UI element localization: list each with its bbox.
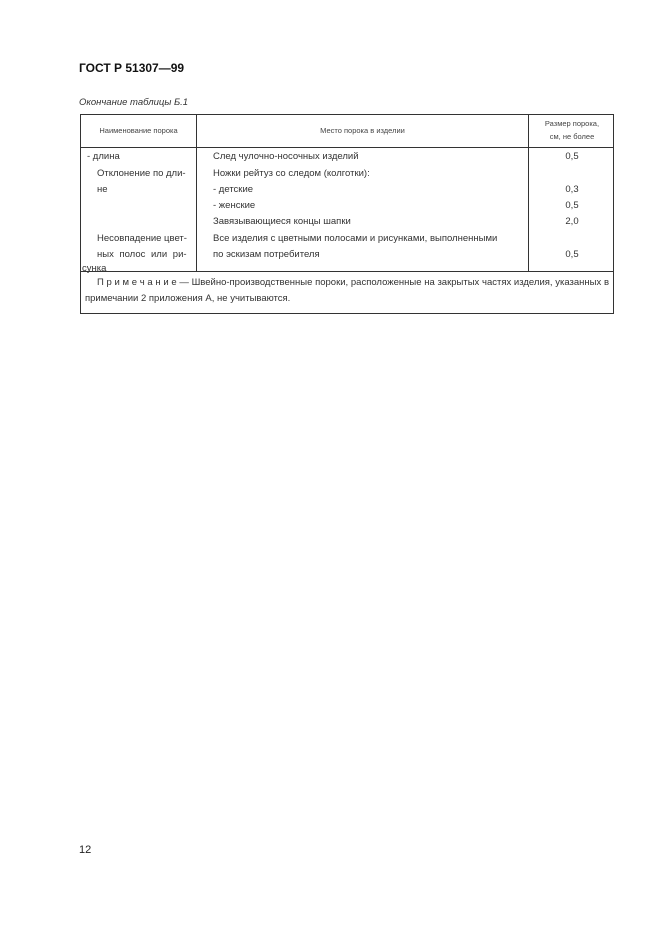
defect-name: ных полос или ри- (97, 249, 187, 260)
column-header-name: Наименование порока (99, 126, 178, 135)
defect-name: Отклонение по дли- (97, 168, 186, 179)
defect-size: 2,0 (565, 216, 579, 227)
note-divider (81, 271, 613, 272)
defect-size: 0,5 (565, 151, 579, 162)
document-code: ГОСТ Р 51307—99 (79, 61, 185, 75)
defect-size: 0,5 (565, 249, 579, 260)
page-number: 12 (79, 844, 92, 856)
defect-place: по эскизам потребителя (213, 249, 320, 260)
column-divider (196, 115, 197, 272)
defect-place: Ножки рейтуз со следом (колготки): (213, 168, 370, 179)
column-header-size (529, 117, 615, 143)
defect-size: 0,5 (565, 200, 579, 211)
table-note: П р и м е ч а н и е — Швейно-производственные пороки, расположенные на закрытых частях изделия, указанных в примечании 2 приложения А, не учитываются. (85, 277, 609, 304)
header-line: см, не более (549, 132, 595, 141)
defects-table (80, 114, 614, 314)
header-divider (81, 147, 613, 148)
defect-place: След чулочно-носочных изделий (213, 151, 359, 162)
defect-place: - женские (213, 200, 256, 211)
defect-place: Все изделия с цветными полосами и рисунками, выполненными (213, 233, 498, 244)
defect-name: сунка (82, 263, 107, 274)
column-header-place: Место порока в изделии (320, 126, 405, 135)
defect-size: 0,3 (565, 184, 579, 195)
defect-place: - детские (213, 184, 254, 195)
defect-place: Завязывающиеся концы шапки (213, 216, 351, 227)
defect-name: Несовпадение цвет- (97, 233, 187, 244)
defect-name: не (97, 184, 108, 195)
table-caption: Окончание таблицы Б.1 (79, 97, 189, 108)
header-line: Размер порока, (544, 119, 600, 128)
defect-name: - длина (87, 151, 120, 162)
